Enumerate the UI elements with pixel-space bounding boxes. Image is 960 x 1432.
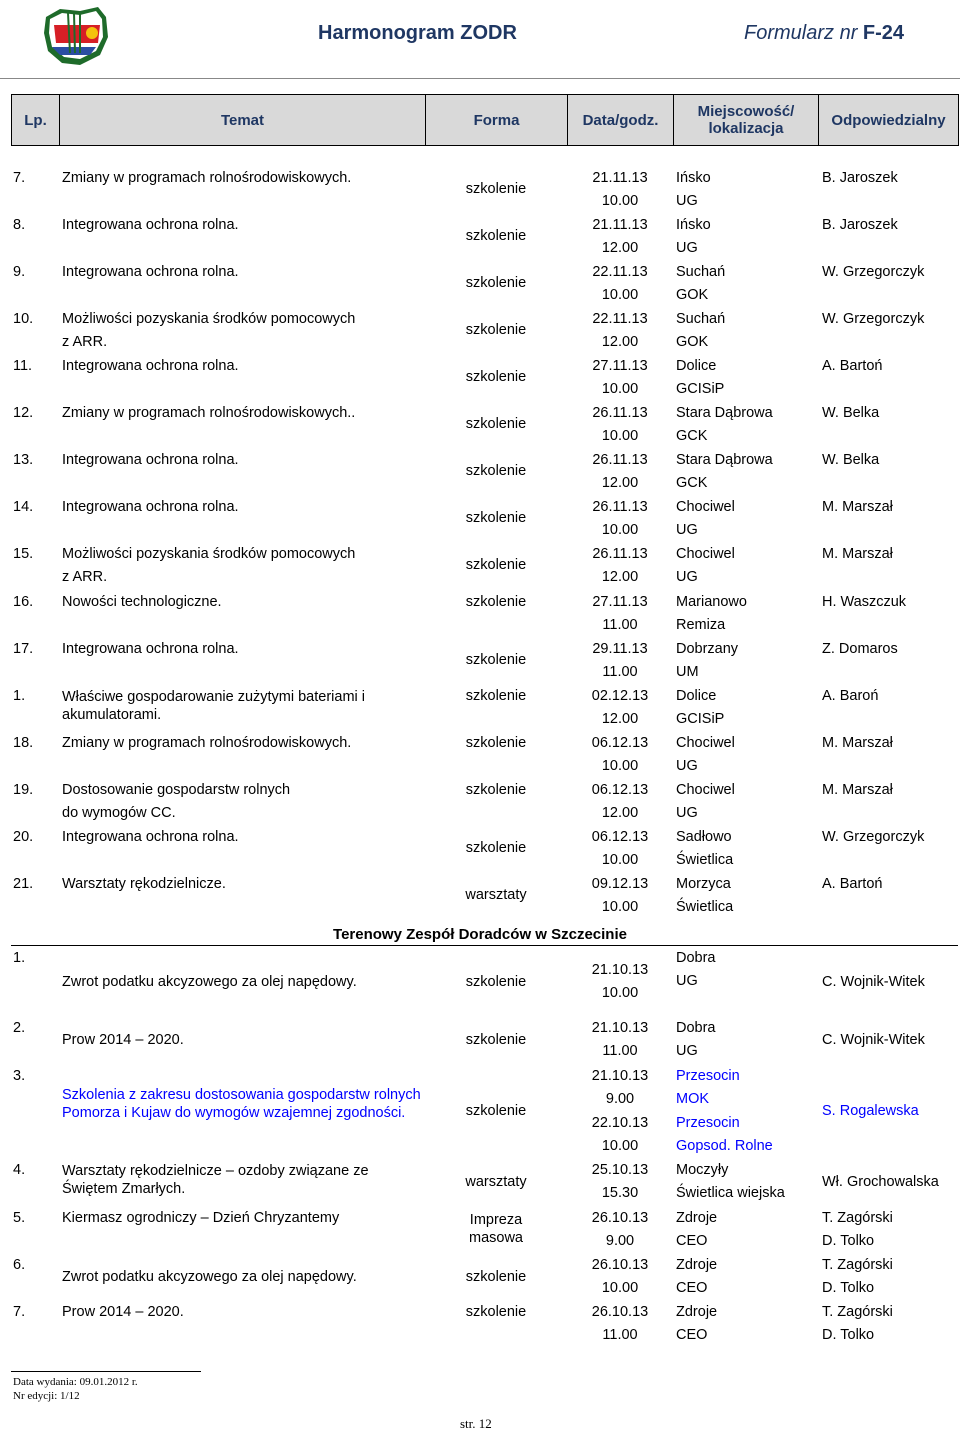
row-location: GOK [676, 287, 709, 303]
row-responsible: W. Belka [822, 452, 880, 468]
row-form: szkolenie [465, 840, 527, 856]
row-place: Chociwel [676, 735, 735, 751]
row-form: warsztaty [465, 1174, 527, 1190]
row-number: 12. [13, 405, 34, 421]
row-form: szkolenie [465, 463, 527, 479]
row-time: 15.30 [601, 1185, 639, 1201]
row-date: 26.11.13 [592, 546, 648, 562]
row-form: szkolenie [465, 369, 527, 385]
row-responsible: B. Jaroszek [822, 217, 898, 233]
row-number: 1. [13, 688, 26, 704]
row-number: 3. [13, 1068, 26, 1084]
row-number: 5. [13, 1210, 26, 1226]
row-location: CEO [676, 1233, 708, 1249]
row-responsible: M. Marszał [822, 782, 893, 798]
row-location: UG [676, 805, 698, 821]
row-location: Remiza [676, 617, 726, 633]
row-location: UG [676, 973, 698, 989]
row-place: Morzyca [676, 876, 731, 892]
column-header-data: Data/godz. [568, 95, 674, 146]
row-date: 26.10.13 [591, 1210, 649, 1226]
row-responsible: A. Baroń [822, 688, 879, 704]
row-topic: Dostosowanie gospodarstw rolnych [62, 782, 291, 798]
row-time: 11.00 [602, 617, 638, 633]
row-form: szkolenie [465, 594, 527, 610]
schedule-table-header [11, 94, 959, 146]
row-date: 21.11.13 [592, 170, 648, 186]
row-responsible: T. Zagórski [822, 1210, 893, 1226]
row-date: 22.11.13 [592, 311, 648, 327]
row-place: Ińsko [676, 217, 711, 233]
row-time: 10.00 [601, 1280, 639, 1296]
row-topic: Kiermasz ogrodniczy – Dzień Chryzantemy [62, 1210, 340, 1226]
row-time: 10.00 [601, 852, 639, 868]
row-responsible-2: D. Tolko [822, 1280, 875, 1296]
row-form: szkolenie [465, 1269, 527, 1285]
row-topic-line2: z ARR. [62, 334, 108, 350]
row-number: 14. [13, 499, 34, 515]
row-form: szkolenie [465, 275, 527, 291]
row-form: szkolenie [465, 181, 527, 197]
row-place: Dolice [676, 688, 717, 704]
row-responsible: A. Bartoń [822, 358, 883, 374]
row-form: szkolenie [465, 1304, 527, 1320]
row-topic: Integrowana ochrona rolna. [62, 358, 239, 374]
section-divider [11, 945, 958, 946]
row-date: 27.11.13 [592, 594, 648, 610]
row-responsible: Z. Domaros [822, 641, 898, 657]
column-header-forma: Forma [426, 95, 568, 146]
row-location: UG [676, 193, 698, 209]
row-topic: Zwrot podatku akcyzowego za olej napędowy. [62, 974, 357, 990]
zodr-logo-icon [40, 3, 112, 69]
row-place: Zdroje [676, 1257, 718, 1273]
row-topic: Warsztaty rękodzielnicze. [62, 876, 226, 892]
row-date: 26.10.13 [591, 1304, 649, 1320]
row-topic: Zmiany w programach rolnośrodowiskowych.. [62, 405, 356, 421]
row-topic: Zmiany w programach rolnośrodowiskowych. [62, 735, 352, 751]
row-form: szkolenie [465, 688, 527, 704]
row-number: 13. [13, 452, 34, 468]
row-location: GOK [676, 334, 709, 350]
row-date-2: 22.10.13 [591, 1115, 649, 1131]
row-place: Ińsko [676, 170, 711, 186]
row-date: 21.10.13 [591, 1068, 649, 1084]
row-time: 10.00 [601, 381, 639, 397]
row-number: 18. [13, 735, 34, 751]
row-responsible: C. Wojnik-Witek [822, 974, 925, 990]
row-date: 21.10.13 [591, 1020, 649, 1036]
row-time: 11.00 [602, 664, 638, 680]
row-form: szkolenie [465, 652, 527, 668]
row-location-2: Gopsod. Rolne [676, 1138, 773, 1154]
row-place: Stara Dąbrowa [676, 405, 773, 421]
row-number: 7. [13, 170, 26, 186]
row-time: 12.00 [601, 569, 639, 585]
row-date: 21.10.13 [591, 962, 649, 978]
row-time: 11.00 [602, 1043, 638, 1059]
row-number: 21. [13, 876, 34, 892]
row-form: warsztaty [465, 887, 527, 903]
row-time: 10.00 [601, 287, 639, 303]
row-responsible: H. Waszczuk [822, 594, 907, 610]
row-number: 7. [13, 1304, 26, 1320]
row-responsible-2: D. Tolko [822, 1233, 875, 1249]
row-number: 20. [13, 829, 34, 845]
row-time: 10.00 [601, 985, 639, 1001]
row-time: 12.00 [601, 711, 639, 727]
row-number: 4. [13, 1162, 26, 1178]
row-form: Impreza [469, 1212, 523, 1228]
edition-number: Nr edycji: 1/12 [13, 1390, 80, 1402]
row-time: 12.00 [601, 240, 639, 256]
row-place: Przesocin [676, 1068, 740, 1084]
row-place: Dobra [676, 1020, 716, 1036]
row-place: Dolice [676, 358, 717, 374]
row-responsible: M. Marszał [822, 735, 893, 751]
row-location: Świetlica [676, 899, 734, 915]
row-responsible: S. Rogalewska [822, 1103, 919, 1119]
row-date: 26.11.13 [592, 452, 648, 468]
row-topic: Integrowana ochrona rolna. [62, 217, 239, 233]
row-date: 22.11.13 [592, 264, 648, 280]
row-form: szkolenie [465, 1032, 527, 1048]
row-topic-line2: z ARR. [62, 569, 108, 585]
row-number: 6. [13, 1257, 26, 1273]
row-topic: Integrowana ochrona rolna. [62, 452, 239, 468]
row-topic: Integrowana ochrona rolna. [62, 641, 239, 657]
row-form: szkolenie [465, 416, 527, 432]
row-responsible: B. Jaroszek [822, 170, 898, 186]
row-number: 8. [13, 217, 26, 233]
row-time: 12.00 [601, 475, 639, 491]
row-location: GCK [676, 475, 708, 491]
row-date: 29.11.13 [592, 641, 648, 657]
issue-date: Data wydania: 09.01.2012 r. [13, 1376, 138, 1388]
row-topic: Integrowana ochrona rolna. [62, 499, 239, 515]
row-location: MOK [676, 1091, 710, 1107]
row-form: szkolenie [465, 735, 527, 751]
row-date: 26.11.13 [592, 405, 648, 421]
row-date: 06.12.13 [591, 829, 649, 845]
row-place: Suchań [676, 311, 726, 327]
row-number: 9. [13, 264, 26, 280]
column-header-odpowiedzialny: Odpowiedzialny [819, 95, 959, 146]
row-form: szkolenie [465, 228, 527, 244]
column-header-miejscowosc: Miejscowość/ lokalizacja [674, 95, 819, 146]
row-topic: Integrowana ochrona rolna. [62, 829, 239, 845]
row-number: 1. [13, 950, 26, 966]
row-time: 9.00 [605, 1233, 635, 1249]
row-topic: Nowości technologiczne. [62, 594, 222, 610]
row-form: szkolenie [465, 782, 527, 798]
row-topic: Możliwości pozyskania środków pomocowych [62, 546, 356, 562]
row-date: 09.12.13 [591, 876, 649, 892]
row-date: 26.10.13 [591, 1257, 649, 1273]
row-topic: Właściwe gospodarowanie zużytymi bateriami i akumulatorami. [62, 689, 366, 723]
row-form: szkolenie [465, 1103, 527, 1119]
header-divider [0, 78, 960, 79]
row-location: UG [676, 758, 698, 774]
column-header-lp: Lp. [12, 95, 60, 146]
row-responsible: M. Marszał [822, 546, 893, 562]
row-location: GCISiP [676, 381, 725, 397]
row-time: 9.00 [605, 1091, 635, 1107]
row-responsible: M. Marszał [822, 499, 893, 515]
row-date: 02.12.13 [591, 688, 649, 704]
row-number: 11. [13, 358, 33, 374]
row-topic: Możliwości pozyskania środków pomocowych [62, 311, 356, 327]
row-number: 17. [13, 641, 34, 657]
row-location: CEO [676, 1327, 708, 1343]
document-title: Harmonogram ZODR [318, 22, 517, 44]
row-topic-line2: do wymogów CC. [62, 805, 176, 821]
row-date: 27.11.13 [592, 358, 648, 374]
row-topic: Zmiany w programach rolnośrodowiskowych. [62, 170, 352, 186]
row-location: UG [676, 569, 698, 585]
row-place: Suchań [676, 264, 726, 280]
row-place: Moczyły [676, 1162, 729, 1178]
row-responsible: T. Zagórski [822, 1304, 893, 1320]
row-time: 10.00 [601, 899, 639, 915]
row-place: Dobrzany [676, 641, 739, 657]
row-location: Świetlica wiejska [676, 1185, 785, 1201]
row-time: 10.00 [601, 522, 639, 538]
row-number: 16. [13, 594, 34, 610]
page-number: str. 12 [460, 1416, 492, 1431]
row-place: Marianowo [676, 594, 747, 610]
row-form: szkolenie [465, 322, 527, 338]
row-location: UG [676, 1043, 698, 1059]
row-date: 26.11.13 [592, 499, 648, 515]
row-date: 06.12.13 [591, 735, 649, 751]
row-time: 10.00 [601, 428, 639, 444]
row-topic: Prow 2014 – 2020. [62, 1032, 184, 1048]
row-time: 12.00 [601, 805, 639, 821]
row-form: szkolenie [465, 974, 527, 990]
row-location: UM [676, 664, 699, 680]
row-place-2: Przesocin [676, 1115, 740, 1131]
row-date: 06.12.13 [591, 782, 649, 798]
row-place: Dobra [676, 950, 716, 966]
form-number: Formularz nr F-24 [744, 22, 905, 44]
row-date: 21.11.13 [592, 217, 648, 233]
row-number: 15. [13, 546, 34, 562]
footer-divider [11, 1371, 201, 1372]
row-location: GCK [676, 428, 708, 444]
row-responsible: W. Grzegorczyk [822, 264, 925, 280]
row-responsible: A. Bartoń [822, 876, 883, 892]
section-title: Terenowy Zespół Doradców w Szczecinie [333, 926, 627, 943]
row-number: 2. [13, 1020, 26, 1036]
row-date: 25.10.13 [591, 1162, 649, 1178]
row-topic: Prow 2014 – 2020. [62, 1304, 184, 1320]
row-place: Chociwel [676, 782, 735, 798]
row-place: Zdroje [676, 1304, 718, 1320]
row-time: 10.00 [601, 758, 639, 774]
row-responsible: T. Zagórski [822, 1257, 893, 1273]
row-responsible: W. Grzegorczyk [822, 829, 925, 845]
column-header-temat: Temat [60, 95, 426, 146]
row-form: szkolenie [465, 510, 527, 526]
row-number: 19. [13, 782, 34, 798]
row-place: Chociwel [676, 546, 735, 562]
document-header [0, 0, 960, 80]
row-place: Zdroje [676, 1210, 718, 1226]
row-location: Świetlica [676, 852, 734, 868]
row-form-line2: masowa [469, 1230, 523, 1246]
row-number: 10. [13, 311, 34, 327]
row-form: szkolenie [465, 557, 527, 573]
row-responsible: W. Belka [822, 405, 880, 421]
row-location: UG [676, 240, 698, 256]
row-time: 11.00 [602, 1327, 638, 1343]
row-place: Chociwel [676, 499, 735, 515]
row-place: Sadłowo [676, 829, 732, 845]
row-topic: Warsztaty rękodzielnicze – ozdoby związane ze Świętem Zmarłych. [62, 1163, 369, 1197]
row-responsible: W. Grzegorczyk [822, 311, 925, 327]
row-topic: Zwrot podatku akcyzowego za olej napędowy. [62, 1269, 357, 1285]
row-place: Stara Dąbrowa [676, 452, 773, 468]
row-responsible: C. Wojnik-Witek [822, 1032, 925, 1048]
row-location: GCISiP [676, 711, 725, 727]
row-responsible-2: D. Tolko [822, 1327, 875, 1343]
row-topic: Szkolenia z zakresu dostosowania gospodarstw rolnych Pomorza i Kujaw do wymogów wzajemnej zgodności. [62, 1087, 421, 1121]
row-time-2: 10.00 [601, 1138, 639, 1154]
row-location: CEO [676, 1280, 708, 1296]
row-time: 12.00 [601, 334, 639, 350]
row-responsible: Wł. Grochowalska [822, 1174, 939, 1190]
row-topic: Integrowana ochrona rolna. [62, 264, 239, 280]
row-location: UG [676, 522, 698, 538]
row-time: 10.00 [601, 193, 639, 209]
